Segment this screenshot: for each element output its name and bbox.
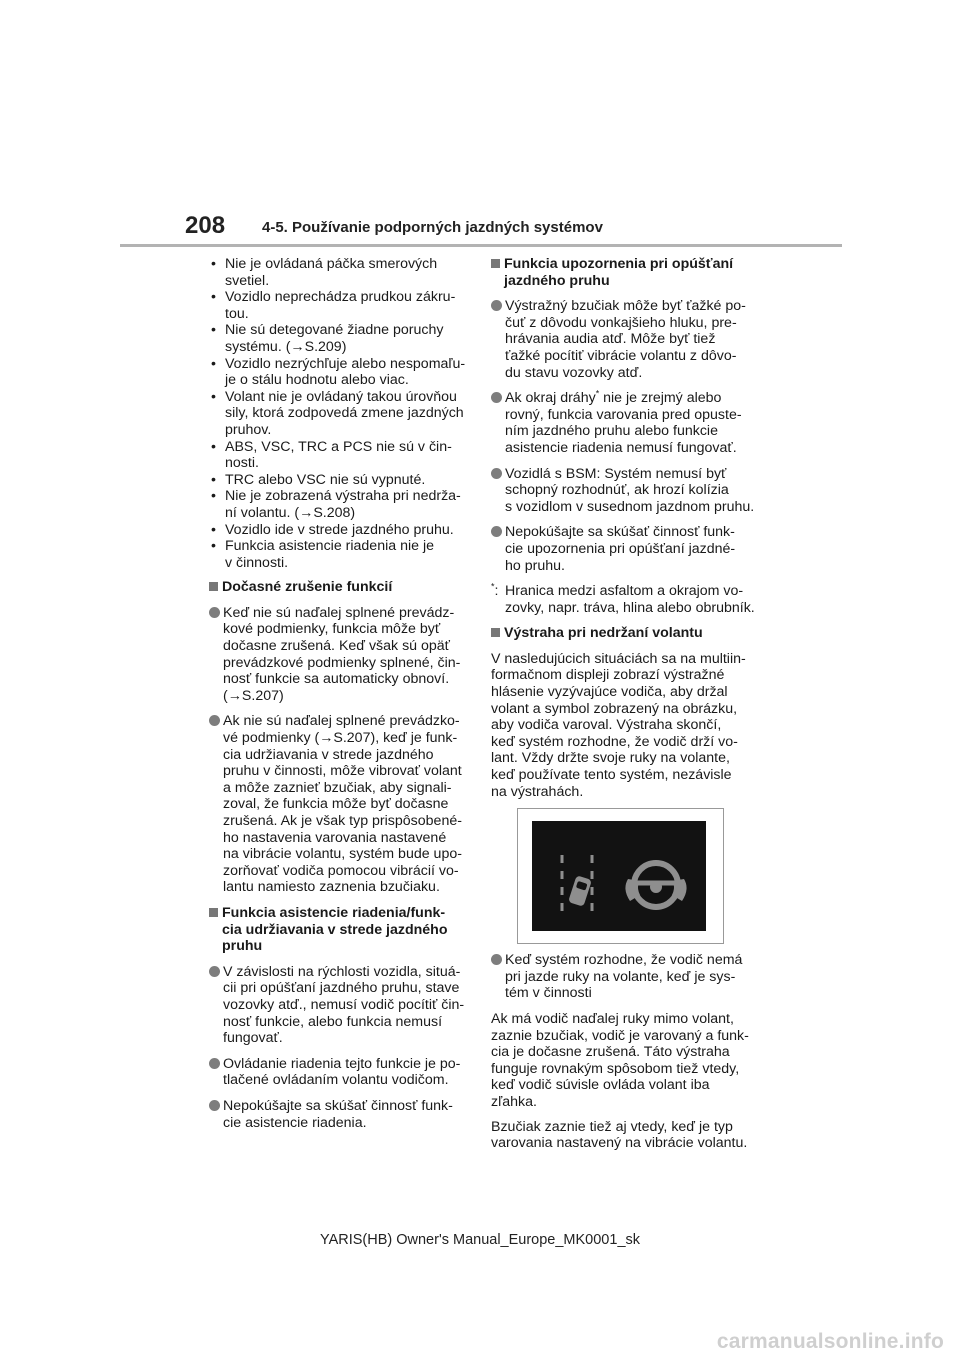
list-item: • Vozidlo ide v strede jazdného pruhu. — [211, 521, 454, 538]
circle-bullet-icon — [491, 526, 502, 537]
bullet-mark: • — [211, 355, 216, 372]
list-item: V závislosti na rýchlosti vozidla, situá- cii pri opúšťaní jazdného pruhu, stave vozovky atď., nemusí vodič pocítiť čin- nosť funkcie, alebo funkcia nemusí fungovať. — [209, 964, 474, 1047]
display-icons — [532, 821, 706, 931]
circle-bullet-icon — [209, 607, 220, 618]
square-bullet-icon — [209, 908, 218, 917]
footnote-marker: * — [595, 388, 600, 399]
list-item: • Nie je ovládaná páčka smerových svetiel. — [211, 256, 438, 289]
condition-list — [209, 256, 474, 571]
bullet-mark: • — [211, 488, 216, 505]
bullet-mark: • — [211, 289, 216, 306]
section-heading: Dočasné zrušenie funkcií — [209, 579, 474, 596]
list-item: • Nie sú detegované žiadne poruchy systému. (→S.209) — [211, 322, 444, 355]
list-item: • Vozidlo neprechádza prudkou zákru- tou. — [211, 289, 456, 322]
list-item: • Nie je zobrazená výstraha pri nedrža- ní volantu. (→S.208) — [211, 488, 461, 521]
right-column — [491, 256, 756, 1160]
lane-departure-icon — [562, 855, 592, 911]
bullet-mark: • — [211, 471, 216, 488]
bullet-mark: • — [211, 388, 216, 405]
circle-bullet-icon — [491, 300, 502, 311]
circle-bullet-icon — [209, 966, 220, 977]
page-number: 208 — [185, 212, 226, 239]
square-bullet-icon — [209, 582, 218, 591]
header-rule — [120, 244, 842, 247]
list-item: • Volant nie je ovládaný takou úrovňou sily, ktorá zodpovedá zmene jazdných pruhov. — [211, 388, 464, 438]
bullet-mark: • — [211, 438, 216, 455]
paragraph: Bzučiak zaznie tiež aj vtedy, keď je typ varovania nastavený na vibrácie volantu. — [491, 1118, 748, 1152]
section-heading: Funkcia upozornenia pri opúšťaní jazdného pruhu — [491, 256, 756, 289]
list-item: Výstražný bzučiak môže byť ťažké po- čuť z dôvodu vonkajšieho hluku, pre- hrávania audia atď. Môže byť tiež ťažké pocítiť vibrácie volantu z dôvo- du stavu vozovky atď. — [491, 298, 756, 381]
circle-bullet-icon — [491, 468, 502, 479]
chapter-title: 4-5. Používanie podporných jazdných systémov — [262, 219, 603, 236]
circle-bullet-icon — [209, 1100, 220, 1111]
paragraph: V nasledujúcich situáciách sa na multiin- formačnom displeji zobrazí výstražné hlásenie vyzývajúce vodiča, aby držal volant a symbol zobrazený na obrázku, aby vodiča varoval. Výstraha skončí, keď systém rozhodne, že vodič drží vo- lant. Vždy držte svoje ruky na volante, keď používate tento systém, nezávisle na výstrahách. — [491, 650, 746, 800]
bullet-mark: • — [211, 538, 216, 555]
list-item: • ABS, VSC, TRC a PCS nie sú v čin- nosti. — [211, 438, 452, 472]
paragraph: Ak má vodič naďalej ruky mimo volant, zaznie bzučiak, vodič je varovaný a funk- cia je dočasne zrušená. Táto výstraha funguje rovnakým spôsobom tiež vtedy, keď vodič súvisle ovláda volant iba zľahka. — [491, 1011, 749, 1110]
circle-bullet-icon — [491, 392, 502, 403]
page-footer: YARIS(HB) Owner's Manual_Europe_MK0001_sk — [319, 1232, 641, 1248]
page-header — [185, 212, 841, 246]
bullet-mark: • — [211, 256, 216, 272]
bullet-mark: • — [211, 521, 216, 538]
warning-display-figure — [517, 808, 724, 944]
list-item: Vozidlá s BSM: Systém nemusí byť schopný rozhodnúť, ak hrozí kolízia s vozidlom v susednom jazdnom pruhu. — [491, 466, 756, 516]
steering-hands-icon — [625, 863, 686, 907]
left-column — [209, 256, 474, 1140]
list-item: Nepokúšajte sa skúšať činnosť funk- cie asistencie riadenia. — [209, 1098, 474, 1131]
square-bullet-icon — [491, 259, 500, 268]
list-item: Ovládanie riadenia tejto funkcie je po- tlačené ovládaním volantu vodičom. — [209, 1056, 474, 1089]
multi-information-display — [532, 821, 706, 931]
footnote: *: Hranica medzi asfaltom a okrajom vo- zovky, napr. tráva, hlina alebo obrubník. — [491, 581, 755, 616]
list-item: • TRC alebo VSC nie sú vypnuté. — [211, 471, 426, 488]
watermark: carmanualsonline.info — [716, 1330, 944, 1353]
section-heading: Výstraha pri nedržaní volantu — [491, 625, 756, 642]
list-item: • Vozidlo nezrýchľuje alebo nespomaľu- je o stálu hodnotu alebo viac. — [211, 355, 466, 389]
list-item: Ak nie sú naďalej splnené prevádzko- vé podmienky (→S.207), keď je funk- cia udržiavania v strede jazdného pruhu v činnosti, môže vibrovať volant a môže zaznieť bzučiak, aby signali- zoval, že funkcia môže byť dočasne zrušená. Ak je však typ prispôsobené- ho nastavenia varovania nastavené na vibrácie volantu, systém bude upo- zorňovať vodiča pomocou vibrácií vo- lantu namiesto zaznenia bzučiaku. — [209, 713, 474, 896]
list-item: Keď nie sú naďalej splnené prevádz- kové podmienky, funkcia môže byť dočasne zrušená. Keď však sú opäť prevádzkové podmienky splnené, čin- nosť funkcie sa automaticky obnoví. (→S.207) — [209, 605, 474, 705]
bullet-mark: • — [211, 322, 216, 339]
list-item: Ak okraj dráhy* nie je zrejmý alebo rovný, funkcia varovania pred opuste- ním jazdného pruhu alebo funkcie asistencie riadenia nemusí fungovať. — [491, 390, 756, 456]
list-item: Keď systém rozhodne, že vodič nemá pri jazde ruky na volante, keď je sys- tém v činnosti — [491, 952, 756, 1002]
circle-bullet-icon — [209, 1058, 220, 1069]
circle-bullet-icon — [491, 954, 502, 965]
circle-bullet-icon — [209, 715, 220, 726]
square-bullet-icon — [491, 628, 500, 637]
list-item: • Funkcia asistencie riadenia nie je v činnosti. — [211, 538, 434, 571]
list-item: Nepokúšajte sa skúšať činnosť funk- cie upozornenia pri opúšťaní jazdné- ho pruhu. — [491, 524, 756, 574]
section-heading: Funkcia asistencie riadenia/funk- cia udržiavania v strede jazdného pruhu — [209, 905, 474, 955]
